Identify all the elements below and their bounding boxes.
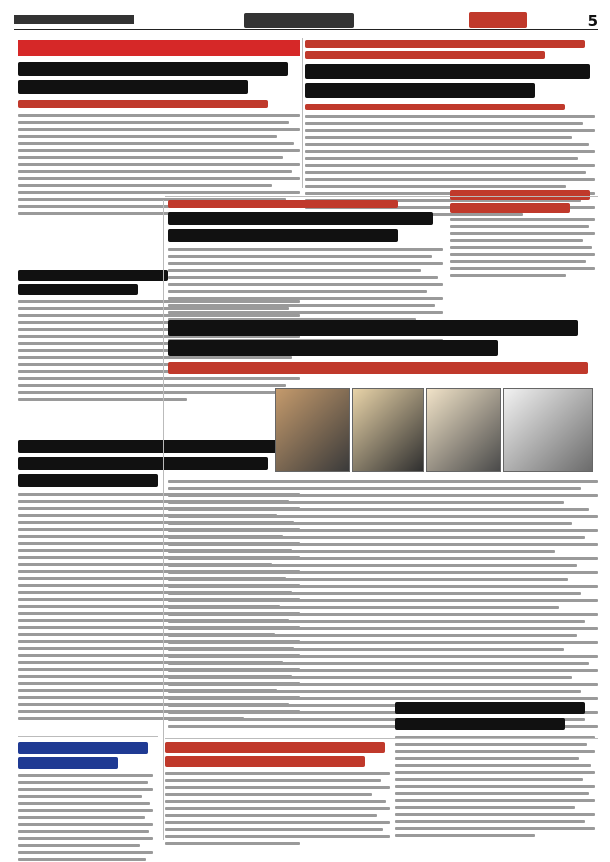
headline-left-top bbox=[18, 62, 288, 76]
masthead-date bbox=[14, 15, 134, 24]
headline-center-lower-line2 bbox=[165, 756, 365, 767]
photo-candidate-3 bbox=[426, 388, 501, 472]
body-text bbox=[165, 772, 390, 845]
page-number: 5 bbox=[587, 12, 598, 30]
body-text bbox=[395, 736, 595, 837]
photo-candidate-2 bbox=[352, 388, 424, 472]
column-divider bbox=[302, 38, 303, 188]
subhead-right-top bbox=[305, 40, 585, 48]
headline-right-small bbox=[450, 190, 590, 200]
section-divider bbox=[165, 738, 598, 739]
subhead-left-top bbox=[18, 100, 268, 108]
headline-left-lower-line3 bbox=[18, 474, 158, 487]
headline-left-lower bbox=[18, 440, 288, 453]
subhead-right-top-line2 bbox=[305, 51, 545, 59]
subhead-right-top-strap bbox=[305, 104, 565, 110]
photo-candidate-4 bbox=[503, 388, 593, 472]
headline-center-line2 bbox=[168, 340, 498, 356]
article-right-lower bbox=[395, 702, 595, 841]
headline-right-small-line2 bbox=[450, 203, 570, 213]
headline-left-mid-line2 bbox=[18, 284, 138, 295]
headline-right-top bbox=[305, 64, 590, 79]
headline-right-lower-line2 bbox=[395, 718, 565, 730]
headline-left-bottom bbox=[18, 742, 148, 754]
red-banner bbox=[18, 40, 300, 56]
headline-right-top-line2 bbox=[305, 83, 535, 98]
subhead-right-mid bbox=[168, 200, 398, 208]
headline-center-lower bbox=[165, 742, 385, 753]
headline-right-lower bbox=[395, 702, 585, 714]
headline-left-top-line2 bbox=[18, 80, 248, 94]
article-photos-story bbox=[168, 480, 598, 732]
body-text bbox=[18, 774, 153, 862]
headline-right-mid bbox=[168, 212, 433, 225]
body-text bbox=[450, 218, 595, 277]
masthead bbox=[14, 12, 598, 30]
section-label bbox=[244, 13, 354, 28]
photo-candidate-1 bbox=[275, 388, 350, 472]
article-left-bottom bbox=[18, 742, 153, 862]
column-divider bbox=[163, 200, 164, 840]
body-text bbox=[168, 480, 598, 728]
headline-center bbox=[168, 320, 578, 336]
article-center-lead bbox=[168, 320, 598, 378]
headline-left-mid bbox=[18, 270, 168, 281]
section-divider bbox=[18, 736, 158, 737]
subhead-center bbox=[168, 362, 588, 374]
headline-left-bottom-line2 bbox=[18, 757, 118, 769]
article-right-small bbox=[450, 190, 595, 281]
headline-left-lower-line2 bbox=[18, 457, 268, 470]
newspaper-logo bbox=[469, 12, 527, 28]
article-center-lower bbox=[165, 742, 390, 849]
headline-right-mid-line2 bbox=[168, 229, 398, 242]
section-divider bbox=[165, 196, 598, 197]
